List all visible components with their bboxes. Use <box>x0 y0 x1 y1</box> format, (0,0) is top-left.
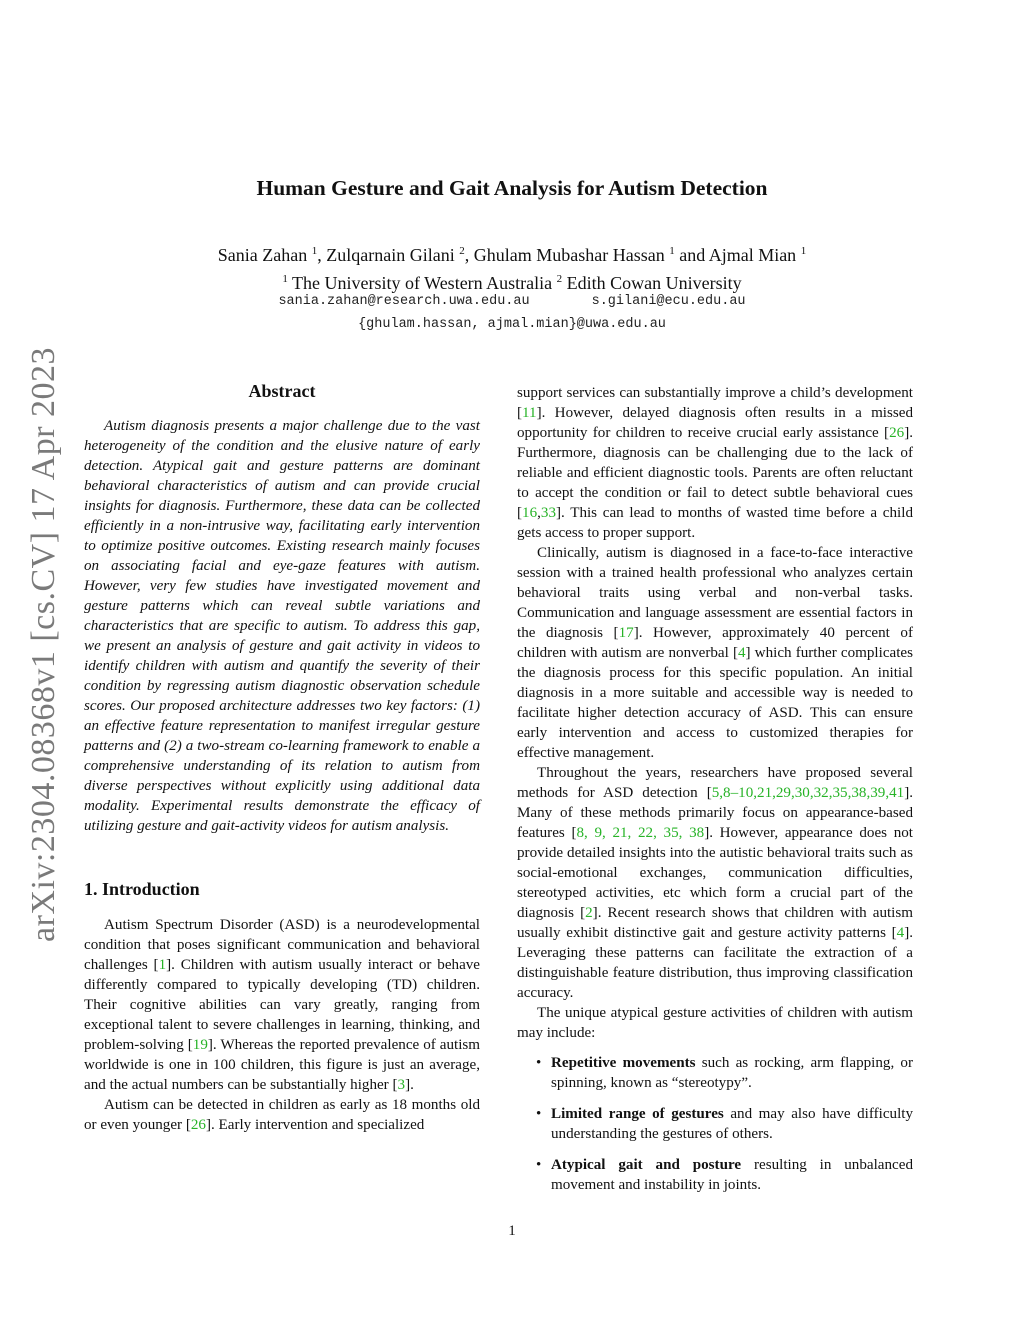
citation-link[interactable]: 3 <box>397 1077 406 1093</box>
paper-title: Human Gesture and Gait Analysis for Autism Detection <box>256 176 768 200</box>
author-name: and Ajmal Mian <box>674 245 797 265</box>
section-heading-introduction: 1. Introduction <box>84 879 200 899</box>
left-column <box>84 378 480 1135</box>
page-number: 1 <box>508 1223 516 1239</box>
affiliation-mark: 1 <box>311 245 318 257</box>
citation-link[interactable]: 19 <box>192 1037 208 1053</box>
affiliation-mark: 1 <box>282 273 288 285</box>
email-row <box>0 292 1024 312</box>
citation-link[interactable]: 33 <box>540 505 556 521</box>
list-item-text: resulting in unbalanced movement and instability in joints. <box>551 1157 913 1193</box>
affiliation-mark: 2 <box>556 273 563 285</box>
affiliation-mark: 2 <box>459 245 465 257</box>
list-item <box>517 1155 913 1195</box>
bullet-glyph: • <box>536 1157 542 1173</box>
body-paragraph: The unique atypical gesture activities of children with autism may include: <box>517 1005 913 1041</box>
body-paragraph: support services can substantially improve a child’s development [11]. However, delayed diagnosis often results in a missed opportunity for children to receive crucial early assistance [26]. Furthermore, diagnosis can be challenging due to the lack of reliable and efficient diagnostic tools. Parents are often reluctant to accept the condition or fail to detect subtle behavioral cues [16,33]. This can lead to months of wasted time before a child gets access to proper support. <box>517 385 913 541</box>
bullet-glyph: • <box>536 1055 542 1071</box>
list-item <box>517 1053 913 1093</box>
affiliation-mark: 1 <box>669 245 675 257</box>
arxiv-identifier-stamp: arXiv:2304.08368v1 [cs.CV] 17 Apr 2023 <box>25 346 62 942</box>
list-item-text: such as rocking, arm flapping, or spinning, known as “stereotypy”. <box>551 1055 914 1091</box>
author-email[interactable]: {ghulam.hassan, ajmal.mian}@uwa.edu.au <box>358 317 666 332</box>
abstract-text: Autism diagnosis presents a major challenge due to the vast heterogeneity of the condition and the elusive nature of early detection. Atypical gait and gesture patterns are dominant behavioral characteristics of autism and can provide crucial insights for diagnosis. Furthermore, these data can be collected efficiently in a non-intrusive way, facilitating early intervention to optimize positive outcomes. Existing research mainly focuses on associating facial and eye-gaze features with autism. However, very few studies have investigated movement and gesture patterns which can reveal subtle variations and characteristics that are specific to autism. To address this gap, we present an analysis of gesture and gait activity in videos to identify children with autism and quantify the severity of their condition by regressing autism diagnostic observation schedule scores. Our proposed architecture addresses two key factors: (1) an effective feature representation to manifest irregular gesture patterns and (2) a two-stream co-learning framework to enable a comprehensive understanding of its relation to autism from diverse perspectives without explicitly using additional data modality. Experimental results demonstrate the efficacy of utilizing gesture and gait-activity videos for autism analysis. <box>84 418 480 834</box>
bullet-list <box>517 1053 913 1195</box>
right-column <box>517 383 913 1206</box>
affiliations <box>0 267 1024 295</box>
citation-link[interactable]: 8, 9, 21, 22, 35, 38 <box>576 825 705 841</box>
author-name: , Ghulam Mubashar Hassan <box>464 245 665 265</box>
affiliation-name: The University of Western Australia <box>287 273 553 293</box>
email-row <box>0 315 1024 335</box>
author-name: Sania Zahan <box>217 245 308 265</box>
author-names <box>0 239 1024 267</box>
citation-link[interactable]: 2 <box>585 905 593 921</box>
citation-link[interactable]: 17 <box>618 625 634 641</box>
intro-paragraph: Autism Spectrum Disorder (ASD) is a neurodevelopmental condition that poses significant communication and behavioral challenges [1]. Children with autism usually interact or behave differently compared to typically developing (TD) children. Their cognitive abilities can vary greatly, ranging from exceptional talent to severe challenges in learning, thinking, and problem-solving [19]. Whereas the reported prevalence of autism worldwide is one in 100 children, this figure is just an average, and the actual numbers can be substantially higher [3]. <box>84 917 481 1093</box>
affiliation-mark: 1 <box>800 245 807 257</box>
citation-link[interactable]: 26 <box>889 425 905 441</box>
author-name: , Zulqarnain Gilani <box>317 245 455 265</box>
author-block <box>0 239 1024 295</box>
author-email[interactable]: sania.zahan@research.uwa.edu.au <box>278 294 530 309</box>
list-item-term: Repetitive movements <box>551 1055 696 1071</box>
citation-link[interactable]: 1 <box>158 957 167 973</box>
list-item <box>517 1104 913 1144</box>
citation-link[interactable]: 26 <box>190 1117 206 1133</box>
list-item-text: and may also have difficulty understanding the gestures of others. <box>551 1106 914 1142</box>
citation-link[interactable]: 41 <box>889 785 905 801</box>
abstract-heading: Abstract <box>248 381 316 401</box>
citation-link[interactable]: 4 <box>896 925 905 941</box>
body-paragraph: Clinically, autism is diagnosed in a face-to-face interactive session with a trained health professional who analyzes certain behavioral traits using verbal and non-verbal tasks. Communication and language assessment are essential factors in the diagnosis [17]. However, approximately 40 percent of children with autism are nonverbal [4] which further complicates the diagnosis process for this specific population. An initial diagnosis in a more suitable and accessible way is needed to facilitate higher detection accuracy of ASD. This can ensure early intervention and access to customized therapies for effective management. <box>517 545 913 761</box>
list-item-term: Atypical gait and posture <box>551 1157 742 1173</box>
author-email[interactable]: s.gilani@ecu.edu.au <box>591 294 746 309</box>
intro-paragraph: Autism can be detected in children as early as 18 months old or even younger [26]. Early intervention and specialized <box>84 1097 480 1133</box>
body-paragraph: Throughout the years, researchers have proposed several methods for ASD detection [5,8–10,21,29,30,32,35,38,39,41]. Many of these methods primarily focus on appearance-based features [8, 9, 21, 22, 35, 38]. However, appearance does not provide detailed insights into the autistic behavioral traits such as social-emotional exchanges, communication difficulties, stereotyped activities, etc which form a crucial part of the diagnosis [2]. Recent research shows that children with autism usually exhibit distinctive gait and gesture activity patterns [4]. Leveraging these patterns can facilitate the extraction of a distinguishable feature distribution, thus improving classification accuracy. <box>517 765 913 1001</box>
citation-link[interactable]: 16 <box>522 505 538 521</box>
bullet-glyph: • <box>536 1106 542 1122</box>
citation-link[interactable]: 11 <box>522 405 537 421</box>
affiliation-name: Edith Cowan University <box>562 273 742 293</box>
citation-link[interactable]: 5,8–10,21,29,30,32,35,38,39, <box>711 785 890 801</box>
list-item-term: Limited range of gestures <box>551 1106 724 1122</box>
citation-link[interactable]: 4 <box>737 645 746 661</box>
